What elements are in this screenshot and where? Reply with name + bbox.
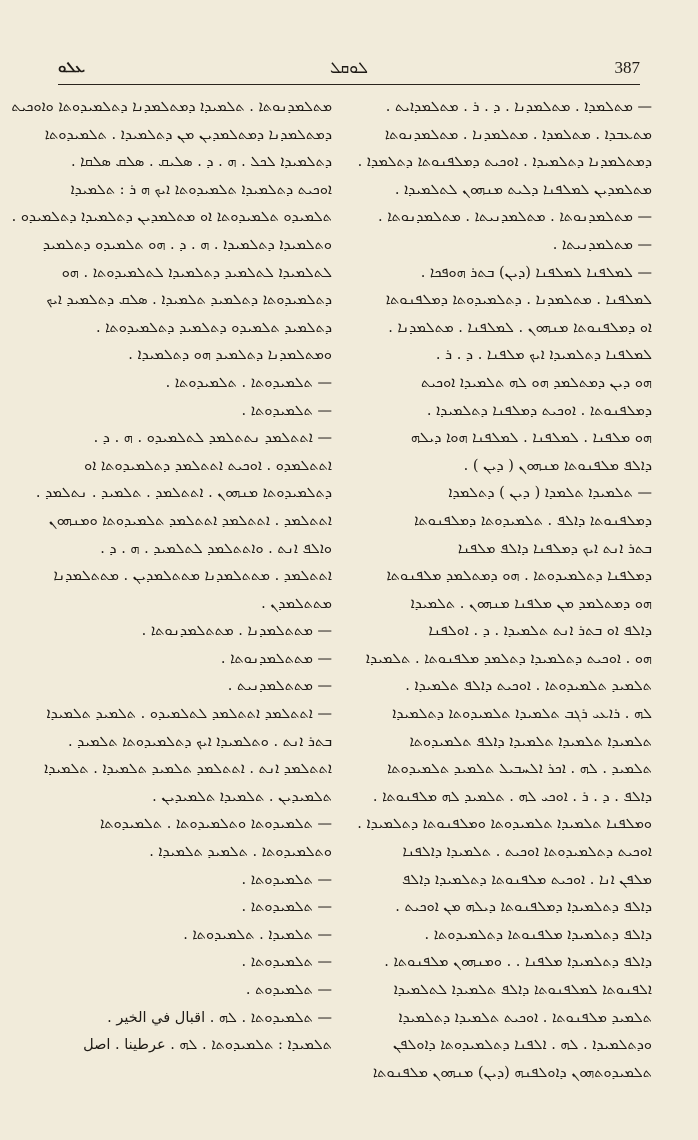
text-line: ܕܐܠܦ ܕܬܠܡܝܕܐ ܡܠܦܢܐ . . ܘܡܢܗܘܢ ܡܠܦܢܘܬܐ . [384, 954, 652, 971]
text-line: ܐܠܦܢܘܬܐ ܠܡܠܦܢܘܬܐ ܕܐܠܦ ܬܠܡܝܕܐ ܠܬܠܡܝܕܐ [393, 982, 652, 998]
text-line: ܐܘ ܕܡܠܦܢܘܬܐ ܡܢܗܘܢ . ܠܡܠܦܢܐ . ܡܬܠܡܕܢܐ . [388, 319, 652, 336]
text-line: ܬܠܡܝܕܝܢ . ܬܠܡܝܕܐ ܬܠܡܝܕܝܢ . [152, 788, 332, 805]
catchword: ܥܠܘ [58, 58, 85, 76]
text-line: ܬܠܡܝܕܐ : ܬܠܡܝܕܘܬܐ . ܠܗ . عرطينا . اصل [83, 1037, 332, 1054]
text-line: — ܐܬܬܠܡܕ ܢܬܬܠܡܕ ܠܬܠܡܝܕܘ . ܗ . ܕ . [93, 430, 332, 447]
text-line: ܡܠܦܢ ܐܢܐ . ܐܘܟܝܬ ܡܠܦܢܘܬܐ ܕܬܠܡܝܕܐ ܕܐܠܦ [401, 871, 652, 888]
text-line: ܘܬܠܡܝܕܐ ܕܬܠܡܝܕܐ . ܗ . ܕ . ܗܘ ܬܠܡܝܕܘ ܕܬܠܡܝܕ [42, 236, 332, 253]
text-line: — ܬܠܡܝܕܘܬܐ . [241, 871, 332, 888]
text-line: — ܡܬܠܡܕܢܝܬܐ . [552, 236, 652, 253]
text-line: ܗܘ ܕܡܬܠܡܕ ܡܢ ܡܠܦܢܐ ܡܢܗܘܢ . ܬܠܡܝܕܐ [410, 595, 652, 612]
text-line: ܕܬܠܡܝܕܐ ܠܟܠ . ܗ . ܕ . ܣܠܝܩ . ܣܠܩ ܣܠܩܐ . [70, 154, 332, 171]
text-line: — ܐܬܬܠܡܕ ܐܬܬܠܡܕ ܠܬܠܡܝܕܘ . ܬܠܡܝܕ ܬܠܡܝܕܐ [46, 706, 332, 723]
text-line: — ܬܠܡܝܕܘܬܐ . [241, 402, 332, 419]
text-line: ܐܘܟܝܬ ܕܬܠܡܝܕܐ ܬܠܡܝܕܘܬܐ ܐܝܟ ܗ ܪ : ܬܠܡܝܕܐ [70, 181, 332, 198]
text-line: ܕܐܠܦ ܐܘ ܒܬܪ ܐܢܬ ܬܠܡܝܕܐ . ܕ . ܐܘܠܦܢܐ [428, 623, 652, 640]
text-line: — ܬܠܡܝܕܘܬܐ . ܠܗ . اقبال في الخير . [107, 1009, 332, 1026]
text-line: ܐܬܬܠܡܕܘ . ܐܘܟܝܬ ܐܬܬܠܡܕ ܕܬܠܡܝܕܘܬܐ ܐܘ [84, 457, 332, 474]
text-line: ܠܗ . ܪܐܥܝ ܪܓܒ ܬܠܡܝܕܐ ܬܠܡܝܕܘܬܐ ܕܬܠܡܝܕܐ [392, 706, 652, 723]
text-line: ܬܠܡܝܕ . ܠܗ . ܐܟܪ ܐܠܚܒܝܠ ܬܠܡܝܕ ܬܠܡܝܕܘܬܐ [387, 761, 652, 778]
text-line: ܕܬܠܡܝܕ ܬܠܡܝܕܘ ܕܬܠܡܝܕ ܕܬܠܡܝܕܘܬܐ . [95, 319, 332, 336]
text-line: ܐܬܬܠܡܕ . ܡܬܬܠܡܕܢܐ ܡܬܬܠܡܕܝܢ . ܡܬܬܠܡܕܢܐ [53, 568, 332, 585]
text-line: ܘܕܬܠܡܝܕܐ . ܠܗ . ܐܠܦܢܐ ܕܬܠܡܝܕܘܬܐ ܕܐܘܠܦܢ [393, 1037, 652, 1054]
page-number: 387 [614, 58, 640, 77]
text-line: — ܡܬܬܠܡܕܢܝܬ . [227, 678, 332, 695]
text-line: ܘܬܠܡܝܕܘܬܐ . ܬܠܡܝܕ ܬܠܡܝܕܐ . [149, 844, 332, 861]
text-line: ܕܡܬܠܡܕܢܐ ܕܡܬܠܡܕܝܢ ܡܢ ܕܬܠܡܝܕܐ . ܬܠܡܝܕܘܬܐ [44, 126, 332, 143]
text-line: — ܬܠܡܝܕܘܬܐ . [241, 954, 332, 971]
left-column [11, 94, 332, 1060]
text-line: ܕܬܠܡܝܕܘܬܐ ܡܢܗܘܢ . ܐܬܬܠܡܕ . ܬܠܡܝܕ . ܢܬܠܡܕ . [35, 485, 332, 502]
text-line: ܕܡܠܦܢܘܬܐ ܕܐܠܦ . ܬܠܡܝܕܘܬܐ ܕܡܠܦܢܘܬܐ [414, 512, 652, 529]
right-column [357, 94, 652, 1087]
text-line: — ܠܡܠܦܢܐ ܠܡܠܦܢܐ (ܕܝܢ) ܒܬܪ ܗܘܦܟܐ . [420, 264, 652, 281]
text-line: — ܬܠܡܝܕܘܬܐ . [241, 899, 332, 916]
text-line: — ܡܬܠܡܕܢܘܬܐ . ܡܬܠܡܕܢܝܬܐ . ܡܬܠܡܕܢܘܬܐ . [378, 209, 652, 226]
text-line: — ܬܠܡܝܕܘܬܐ ܘܬܠܡܝܕܘܬܐ . ܬܠܡܝܕܘܬܐ [99, 816, 332, 833]
text-line: — ܡܬܠܡܕܐ . ܡܬܠܡܕܢܐ . ܕ . ܪ . ܡܬܠܡܕܐܝܬ . [385, 99, 652, 115]
text-line: — ܡܬܬܠܡܕܢܘܬܐ . [220, 650, 332, 667]
text-line: ܠܡܠܦܢܐ ܕܬܠܡܝܕܐ ܐܝܟ ܡܠܦܢܐ . ܕ . ܪ . [435, 347, 652, 364]
text-line: ܕܐܠܦ ܕܬܠܡܝܕܐ ܡܠܦܢܘܬܐ ܕܬܠܡܝܕܘܬܐ . [424, 926, 652, 943]
text-line: ܐܘܟܝܬ ܕܬܠܡܝܕܘܬܐ ܐܘܟܝܬ . ܬܠܡܝܕܐ ܕܐܠܦܢܐ [402, 844, 652, 861]
text-line: ܡܬܥܒܕܐ . ܡܬܠܡܕܐ . ܡܬܠܡܕܢܐ . ܡܬܠܡܕܢܘܬܐ [384, 126, 652, 143]
text-line: — ܬܠܡܝܕܐ . ܬܠܡܝܕܘܬܐ . [183, 926, 332, 943]
text-line: ܬܠܡܝܕܘ ܬܠܡܝܕܘܬܐ ܐܘ ܡܬܠܡܕܝܢ ܕܬܠܡܝܕܐ ܕܬܠܡܝܕܘ . [11, 209, 332, 226]
text-line: ܡܬܠܡܕܢܘܬܐ . ܬܠܡܝܕܐ ܕܡܬܠܡܕܢܐ ܕܬܠܡܝܕܘܬܐ ܘܐܘܟܝܬ [11, 99, 332, 115]
text-line: — ܬܠܡܝܕܘܬ . [245, 982, 332, 998]
text-line: ܒܬܪ ܐܢܬ ܐܝܟ ܕܡܠܦܢܐ ܕܐܠܦ ܡܠܦܢܐ [457, 540, 652, 557]
text-line: ܬܠܡܝܕܘܬܗܘܢ ܕܐܘܠܦܢܗ (ܕܝܢ) ܡܢܗܘܢ ܡܠܦܢܘܬܐ [372, 1064, 652, 1081]
text-line: ܬܠܡܝܕܐ ܬܠܡܝܕܐ ܬܠܡܝܕܐ ܕܐܠܦ ܬܠܡܝܕܘܬܐ [409, 733, 652, 750]
text-line: ܐܬܬܠܡܕ . ܐܬܬܠܡܕ ܐܬܬܠܡܕ ܬܠܡܝܕܘܬܐ ܘܡܢܗܘܢ [48, 512, 332, 529]
text-line: ܕܐܠܦ ܕܬܠܡܝܕܐ ܕܡܠܦܢܘܬܐ ܕܝܠܗ ܡܢ ܐܘܟܝܬ . [395, 899, 652, 916]
header-rule [58, 84, 640, 85]
page-header [58, 58, 640, 82]
text-line: ܕܬܠܡܝܕܘܬܐ ܕܬܠܡܝܕ ܬܠܡܝܕܐ . ܣܠܩ ܕܬܠܡܝܕ ܐܝܟ [46, 292, 332, 309]
text-line: ܕܐܠܦ . ܕ . ܪ . ܐܘܟܝ ܠܗ . ܬܠܡܝܕ ܠܗ ܡܠܦܢܘܬܐ . [372, 788, 652, 805]
text-line: ܕܡܠܦܢܐ ܕܬܠܡܝܕܘܬܐ . ܗܘ ܕܡܬܠܡܕ ܡܠܦܢܘܬܐ [386, 568, 652, 585]
text-line: — ܬܠܡܝܕܐ ܬܠܡܕܐ ( ܕܝܢ ) ܕܬܠܡܕܐ [448, 485, 652, 502]
text-line: ܘܐܠܦ ܐܢܬ . ܘܐܬܬܠܡܕ ܠܬܠܡܝܕ . ܗ . ܕ . [100, 540, 332, 557]
text-line: ܡܬܠܡܕܝܢ ܠܡܠܦܢܐ ܕܠܝܬ ܡܢܗܘܢ ܠܬܠܡܝܕܐ . [394, 181, 652, 198]
text-line: ܐܬܬܠܡܕ ܐܢܬ . ܐܬܬܠܡܕ ܬܠܡܝܕ ܬܠܡܝܕܐ . ܬܠܡܝܕܐ [44, 761, 332, 778]
text-line: ܠܬܠܡܝܕܐ ܠܬܠܡܝܕ ܕܬܠܡܝܕܐ ܠܬܠܡܝܕܘܬܐ . ܗܘ [61, 264, 332, 281]
text-line: ܗܘ ܡܠܦܢܐ . ܠܡܠܦܢܐ . ܠܡܠܦܢܐ ܗܘܐ ܕܝܠܗ [410, 430, 652, 447]
text-line: ܗܘ ܕܝܢ ܕܡܬܠܡܕ ܗܘ ܠܗ ܬܠܡܝܕܐ ܐܘܟܝܬ [420, 374, 652, 391]
text-line: — ܬܠܡܝܕܘܬܐ . ܬܠܡܝܕܘܬܐ . [165, 374, 332, 391]
text-line: ܘܡܬܠܡܕܢܐ ܕܬܠܡܝܕ ܗܘ ܕܬܠܡܝܕܐ . [128, 347, 332, 364]
text-line: ܬܠܡܝܕ ܬܠܡܝܕܘܬܐ . ܐܘܟܝܬ ܕܐܠܦ ܬܠܡܝܕܐ . [405, 678, 652, 695]
text-line: ܒܬܪ ܐܢܬ . ܘܬܠܡܝܕܐ ܐܝܟ ܕܬܠܡܝܕܘܬܐ ܬܠܡܝܕ . [67, 733, 332, 750]
text-line: ܬܠܡܝܕ ܡܠܦܢܘܬܐ . ܐܘܟܝܬ ܬܠܡܝܕܐ ܕܬܠܡܝܕܐ [398, 1009, 652, 1026]
text-line: — ܡܬܬܠܡܕܢܐ . ܡܬܬܠܡܕܢܘܬܐ . [141, 623, 332, 640]
text-line: ܕܡܠܦܢܘܬܐ . ܐܘܟܝܬ ܕܡܠܦܢܐ ܕܬܠܡܝܕܐ . [426, 402, 652, 419]
running-title: ܠܘܩܠ [329, 58, 369, 77]
text-line: ܠܡܠܦܢܐ . ܡܬܠܡܕܢܐ . ܕܬܠܡܝܕܘܬܐ ܕܡܠܦܢܘܬܐ [385, 292, 652, 309]
text-line: ܕܡܬܠܡܕܢܐ ܕܬܠܡܝܕܐ . ܐܘܟܝܬ ܕܡܠܦܢܘܬܐ ܕܬܠܡܕܐ . [357, 154, 652, 171]
text-line: ܘܡܠܦܢܐ ܬܠܡܝܕܐ ܬܠܡܝܕܘܬܐ ܘܡܠܦܢܘܬܐ ܕܬܠܡܝܕܐ . [357, 816, 652, 833]
text-line: ܡܬܬܠܡܕܢ . [261, 595, 332, 612]
text-line: ܕܐܠܦ ܡܠܦܢܘܬܐ ܡܢܗܘܢ ( ܕܝܢ ) . [463, 457, 652, 474]
text-line: ܗܘ . ܐܘܟܝܬ ܕܬܠܡܝܕܐ ܕܬܠܡܕ ܡܠܦܢܘܬܐ . ܬܠܡܝܕܐ [365, 650, 652, 667]
